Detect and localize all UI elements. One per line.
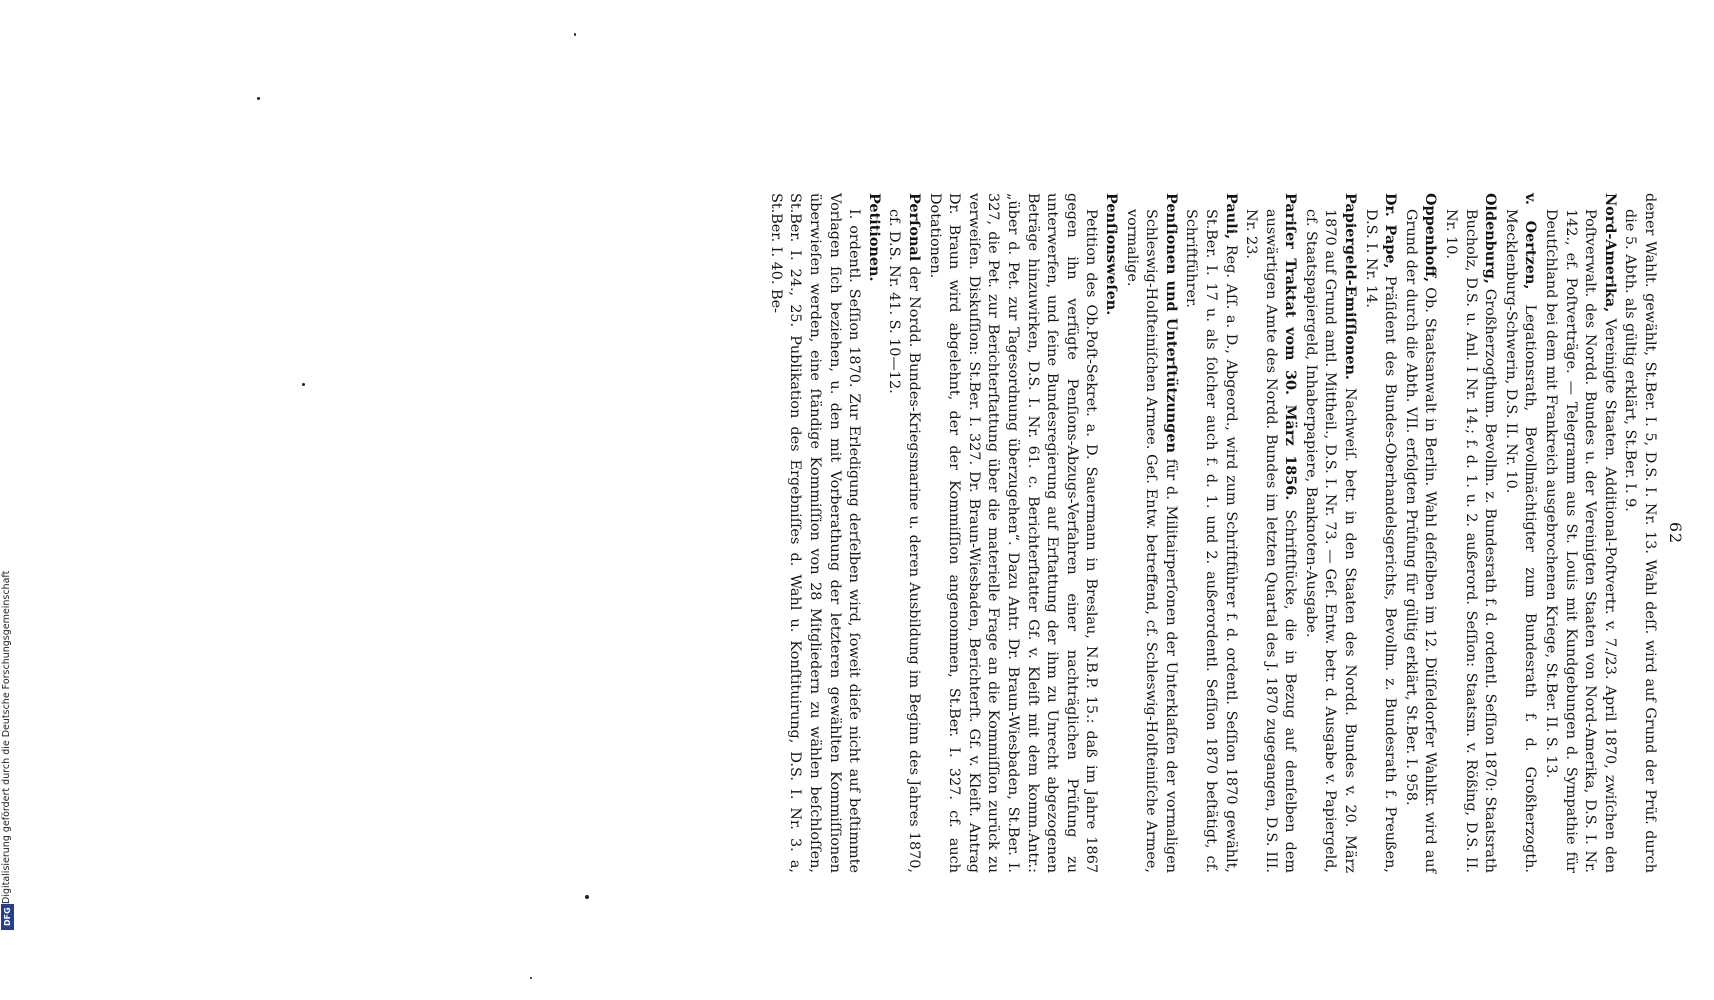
- index-entry: [1400, 193, 1440, 873]
- entry-headword: Nord-Amerika,: [1601, 193, 1619, 313]
- entry-text: dener Wahlt. gewählt, St.Ber. I. 5, D.S. I. Nr. 13. Wahl deſſ. wird auf Grund der Prüf. durch die 5. Abth. als gültig erklärt, St.Ber. I. 9.: [1622, 193, 1658, 873]
- entry-headword: Oldenburg,: [1482, 193, 1500, 284]
- entry-text: Schriftſtücke, die in Bezug auf denſelben dem auswärtigen Amte des Nordd. Bundes im letzten Quartal des J. 1870 zugegangen, D.S. III. Nr. 23.: [1243, 209, 1299, 874]
- index-entry: [924, 193, 1100, 873]
- entry-headword: Pauli,: [1222, 193, 1240, 240]
- index-entry: [765, 193, 863, 873]
- index-entry: [884, 193, 924, 873]
- entry-text: Petition des Ob.Poſt-Sekret. a. D. Sauermann in Breslau, N.B.P. 15.: daß im Jahre 1867 gegen ihn verfügte Penſions-Abzugs-Verfahren einer nachträglichen Prüfung zu unterwerfen, und ſeine Bundesregierung auf Erſtattung der ihm zu Unrecht abgezogenen Beträge hinzuwirken, D.S. I. Nr. 61. c. Berichterſtatter Gf. v. Kleiſt mit dem komm.Antr.: „über d. Pet. zur Tagesordnung überzugehen“. Dazu Antr. Dr. Braun-Wiesbaden, St.Ber. I. 327, die Pet. zur Berichterſtattung über die materielle Frage an die Kommiſſion zurück zu verweiſen. Diskuſſion: St.Ber. I. 327. Dr. Braun-Wiesbaden, Berichterſt. Gf. v. Kleiſt. Antrag Dr. Braun wird abgelehnt, der der Kommiſſion angenommen, St.Ber. I. 327. cf. auch Dotationen.: [926, 193, 1100, 873]
- entry-text: Legationsrath, Bevollmächtigter zum Bundesrath f. d. Großherzogth. Mecklenburg-Schwerin, D.S. II. Nr. 10.: [1502, 209, 1539, 874]
- entry-text: der Nordd. Bundes-Kriegsmarine u. deren Ausbildung im Beginn des Jahres 1870, cf. D.S. Nr. 41. S. 10—12.: [886, 209, 923, 873]
- entry-headword: Petitionen.: [865, 193, 883, 282]
- scan-speck: [574, 33, 576, 36]
- index-section-heading: [1100, 193, 1121, 873]
- index-entry: [1620, 193, 1659, 873]
- index-entry: [1300, 193, 1360, 873]
- entry-text: für d. Militairperſonen der Unterklaſſen der vormaligen Schleswig-Holſteiniſchen Armee. Geſ. Entw. betreffend, cf. Schleswig-Holſteiniſche Armee, vormalige.: [1123, 209, 1179, 873]
- entry-text: Nachweiſ. betr. in den Staaten des Nordd. Bundes v. 20. März 1870 auf Grund amtl. Mittheil., D.S. I. Nr. 73. — Geſ. Entw. betr. d. Ausgabe v. Papiergeld, cf. Staatspapiergeld, Inhaberpapiere, Banknoten-Ausgabe.: [1302, 209, 1359, 874]
- index-entry: [1241, 193, 1301, 873]
- index-entry: [1360, 193, 1400, 873]
- page-number: 62: [1666, 521, 1685, 545]
- entry-headword: Oppenhoff,: [1422, 193, 1440, 283]
- scan-speck: [585, 895, 589, 899]
- entry-text: I. ordentl. Seſſion 1870. Zur Erledigung derſelben wird, ſoweit dieſe nicht auf beſtimmte Vorlagen ſich beziehen, u. den mit Vorberathung der letzteren gewählten Kommiſſionen überwieſen werden, eine ſtändige Kommiſſion von 28 Mitgliedern zu wählen beſchloſſen, St.Ber. I. 24., 25. Publikation des Ergebniſſes d. Wahl u. Konſtituirung, D.S. I. Nr. 3. a, St.Ber. I. 40. Be-: [767, 193, 863, 873]
- entry-headword: v. Oertzen,: [1522, 193, 1540, 290]
- entry-headword: Penſionen und Unterſtützungen: [1162, 193, 1180, 453]
- dfg-logo: DFG: [1, 904, 14, 930]
- index-section-heading: [863, 193, 884, 873]
- entry-text: Präſident des Bundes-Oberhandelsgerichts, Bevollm. z. Bundesrath f. Preußen, D.S. I. Nr. 14.: [1362, 209, 1399, 873]
- entry-text: Ob. Staatsanwalt in Berlin. Wahl deſſelben im 12. Düſſeldorfer Wahlkr. wird auf Grund der durch die Abth. VII. erfolgten Prüfung für gültig erklärt, St.Ber. I. 958.: [1402, 209, 1439, 873]
- index-entry: [1500, 193, 1540, 873]
- entry-text: Großherzogthum. Bevollm. z. Bundesrath f. d. ordentl. Seſſion 1870: Staatsrath Bucholz, D.S. u. Anl. I Nr. 14.; f. d. 1. u. 2. außerord. Seſſion: Staatsm. v. Rößing, D.S. II. Nr. 10.: [1443, 209, 1499, 873]
- rotated-page-content: [245, 193, 1685, 873]
- index-entry: [1440, 193, 1500, 873]
- index-entry: [1540, 193, 1619, 873]
- entry-headword: Perſonal: [906, 193, 924, 262]
- entry-headword: Dr. Pape,: [1382, 193, 1400, 269]
- scan-speck: [257, 97, 260, 100]
- scan-speck: [302, 383, 305, 386]
- entry-headword: Pariſer Traktat vom 30. März 1856.: [1282, 193, 1300, 501]
- index-entries: [765, 193, 1659, 873]
- index-entry: [1121, 193, 1181, 873]
- index-entry: [1181, 193, 1241, 873]
- entry-headword: Penſionsweſen.: [1102, 193, 1120, 316]
- scan-speck: [530, 977, 532, 979]
- entry-text: Reg. Aſſ. a. D., Abgeord., wird zum Schriftführer f. d. ordentl. Seſſion 1870 gewählt, St.Ber. I. 17 u. als ſolcher auch f. d. 1. und 2. außerordentl. Seſſion 1870 beſtätigt, cf. Schriftführer.: [1183, 209, 1239, 873]
- entry-text: Vereinigte Staaten. Additional-Poſtvertr. v. 7./23. April 1870, zwiſchen den Poſtverwalt. des Nordd. Bundes u. der Vereinigten Staaten von Nord-Amerika, D.S. I. Nr. 142., ef. Poſtverträge. — Telegramm aus St. Louis mit Kundgebungen d. Sympathie für Deutſchland bei dem mit Frankreich ausgebrochenen Kriege, St.Ber. II. S. 13.: [1543, 209, 1618, 873]
- digitization-credit: Digitalisierung gefördert durch die Deutsche Forschungsgemeinschaft: [1, 570, 12, 904]
- entry-headword: Papiergeld-Emiſſionen.: [1342, 193, 1360, 380]
